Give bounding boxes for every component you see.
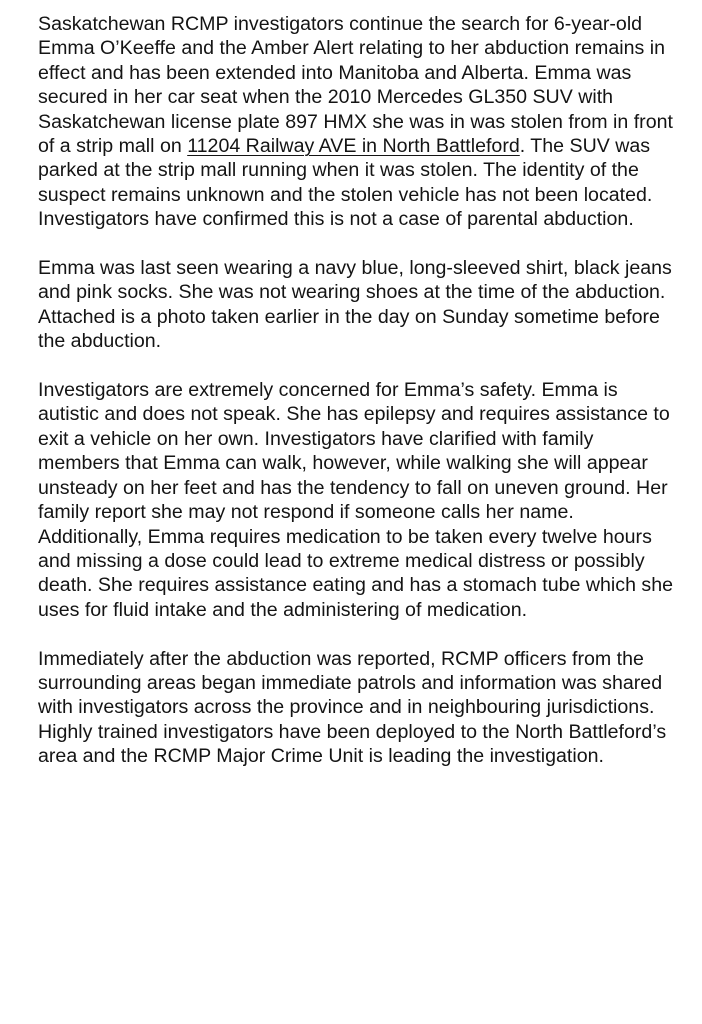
paragraph-medical-concerns: Investigators are extremely concerned for Emma’s safety. Emma is autistic and does not speak. She has epilepsy and requires assistance to exit a vehicle on her own. Investigators have clarified with family members that Emma can walk, however, while walking she will appear unsteady on her feet and has the tendency to fall on uneven ground. Her family report she may not respond if someone calls her name. Additionally, Emma requires medication to be taken every twelve hours and missing a dose could lead to extreme medical distress or possibly death. She requires assistance eating and has a stomach tube which she uses for fluid intake and the administering of medication. <box>38 379 674 621</box>
paragraph-text: . The SUV was parked at the strip mall running when it was stolen. The identity of the suspect remains unknown and the stolen vehicle has not been located. Investigators have confirmed this is not a case of parental abduction. <box>38 135 653 231</box>
paragraph-abduction-details <box>38 12 678 232</box>
paragraph-investigation-response: Immediately after the abduction was reported, RCMP officers from the surrounding areas began immediate patrols and information was shared with investigators across the province and in neighbouring jurisdictions. Highly trained investigators have been deployed to the North Battleford’s area and the RCMP Major Crime Unit is leading the investigation. <box>38 647 667 768</box>
paragraph-clothing-description: Emma was last seen wearing a navy blue, long-sleeved shirt, black jeans and pink socks. She was not wearing shoes at the time of the abduction. Attached is a photo taken earlier in the day on Sunday sometime before the abduction. <box>38 257 672 353</box>
paragraph-text: Saskatchewan RCMP investigators continue the search for 6-year-old Emma O’Keeffe and the Amber Alert relating to her abduction remains in effect and has been extended into Manitoba and Alberta. Emma was secured in her car seat when the 2010 Mercedes GL350 SUV with Saskatchewan license plate 897 HMX she was in was stolen from in front of a strip mall on <box>38 13 673 158</box>
address-link[interactable]: 11204 Railway AVE in North Battleford <box>187 135 520 158</box>
news-release-body <box>38 12 678 793</box>
